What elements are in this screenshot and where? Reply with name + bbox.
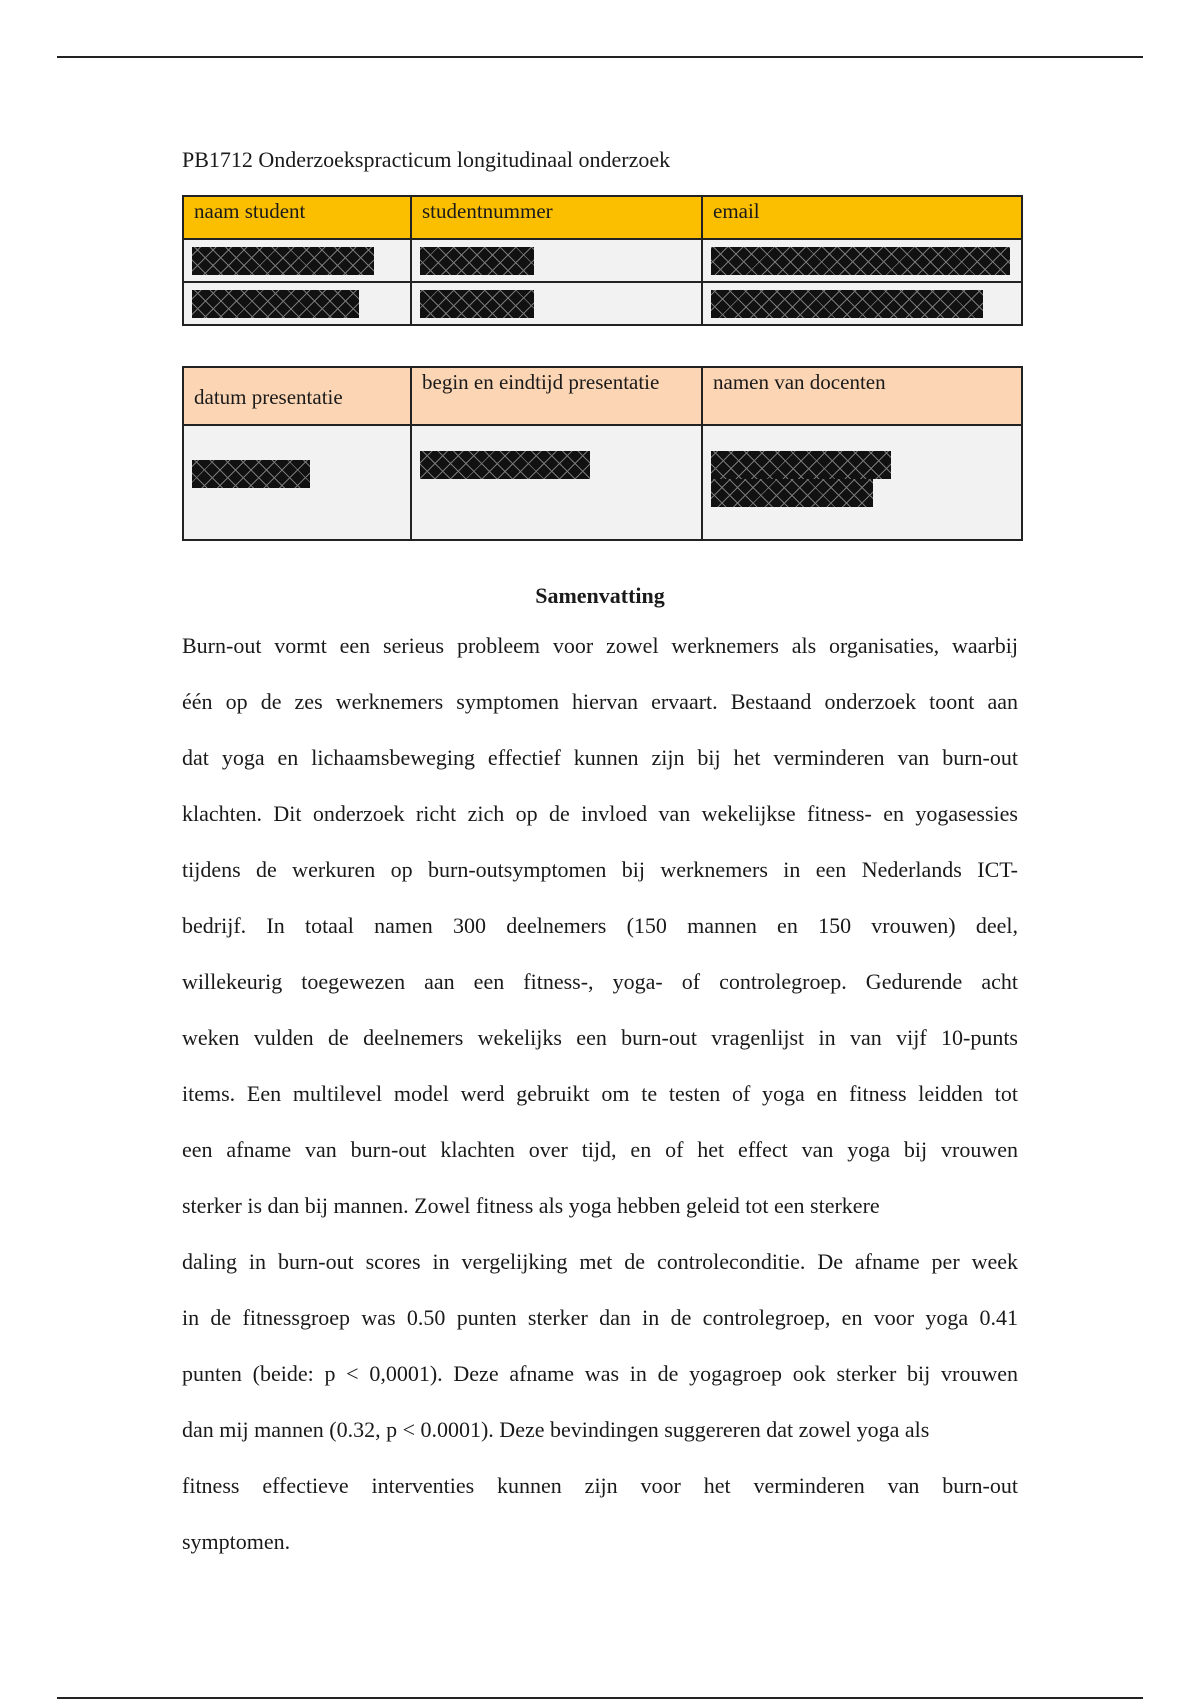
student-name-cell	[183, 282, 411, 325]
summary-line: punten (beide: p < 0,0001). Deze afname was in de yogagroep ook sterker bij vrouwen	[182, 1361, 1018, 1386]
bottom-rule	[57, 1697, 1143, 1699]
summary-line: in de fitnessgroep was 0.50 punten sterker dan in de controlegroep, en voor yoga 0.41	[182, 1305, 1018, 1330]
redacted-email	[711, 247, 1010, 275]
header-studentnummer: studentnummer	[411, 196, 702, 239]
redacted-teacher-name	[711, 451, 891, 479]
redacted-teacher-name	[711, 479, 873, 507]
presentation-table	[182, 366, 1023, 541]
redacted-date	[192, 460, 310, 488]
redacted-name	[192, 290, 359, 318]
summary-line: dat yoga en lichaamsbeweging effectief kunnen zijn bij het verminderen van burn-out	[182, 745, 1018, 770]
student-number-cell	[411, 239, 702, 282]
summary-line: daling in burn-out scores in vergelijking met de controleconditie. De afname per week	[182, 1249, 1018, 1274]
student-number-cell	[411, 282, 702, 325]
summary-line: Burn-out vormt een serieus probleem voor zowel werknemers als organisaties, waarbij	[182, 633, 1018, 658]
student-table	[182, 195, 1023, 326]
student-email-cell	[702, 239, 1022, 282]
header-naam-student: naam student	[183, 196, 411, 239]
top-rule	[57, 56, 1143, 58]
summary-line: sterker is dan bij mannen. Zowel fitness als yoga hebben geleid tot een sterkere	[182, 1193, 880, 1218]
redacted-email	[711, 290, 983, 318]
summary-line: klachten. Dit onderzoek richt zich op de invloed van wekelijkse fitness- en yogasessies	[182, 801, 1018, 826]
course-title: PB1712 Onderzoekspracticum longitudinaal onderzoek	[182, 147, 671, 172]
table-row	[183, 239, 1022, 282]
summary-line: dan mij mannen (0.32, p < 0.0001). Deze bevindingen suggereren dat zowel yoga als	[182, 1417, 930, 1442]
redacted-student-number	[420, 247, 534, 275]
summary-line: weken vulden de deelnemers wekelijks een burn-out vragenlijst in van vijf 10-punts	[182, 1025, 1018, 1050]
presentation-time-cell	[411, 425, 702, 540]
summary-line: symptomen.	[182, 1529, 291, 1554]
header-begin-eindtijd: begin en eindtijd presentatie	[411, 367, 702, 425]
presentation-table-header	[183, 367, 1022, 425]
summary-line: items. Een multilevel model werd gebruikt om te testen of yoga en fitness leidden tot	[182, 1081, 1018, 1106]
summary-line: een afname van burn-out klachten over tijd, en of het effect van yoga bij vrouwen	[182, 1137, 1018, 1162]
presentation-date-cell	[183, 425, 411, 540]
summary-paragraph	[182, 631, 1018, 1583]
summary-title: Samenvatting	[535, 583, 665, 608]
teacher-names-cell	[702, 425, 1022, 540]
summary-line: één op de zes werknemers symptomen hiervan ervaart. Bestaand onderzoek toont aan	[182, 689, 1018, 714]
summary-line: bedrijf. In totaal namen 300 deelnemers (150 mannen en 150 vrouwen) deel,	[182, 913, 1018, 938]
student-name-cell	[183, 239, 411, 282]
header-datum-presentatie: datum presentatie	[183, 367, 411, 425]
redacted-name	[192, 247, 374, 275]
redacted-student-number	[420, 290, 534, 318]
table-row	[183, 425, 1022, 540]
header-namen-docenten: namen van docenten	[702, 367, 1022, 425]
summary-line: fitness effectieve interventies kunnen zijn voor het verminderen van burn-out	[182, 1473, 1018, 1498]
summary-line: willekeurig toegewezen aan een fitness-, yoga- of controlegroep. Gedurende acht	[182, 969, 1018, 994]
student-email-cell	[702, 282, 1022, 325]
student-table-header	[183, 196, 1022, 239]
table-row	[183, 282, 1022, 325]
header-email: email	[702, 196, 1022, 239]
summary-line: tijdens de werkuren op burn-outsymptomen bij werknemers in een Nederlands ICT-	[182, 857, 1018, 882]
redacted-time	[420, 451, 590, 479]
